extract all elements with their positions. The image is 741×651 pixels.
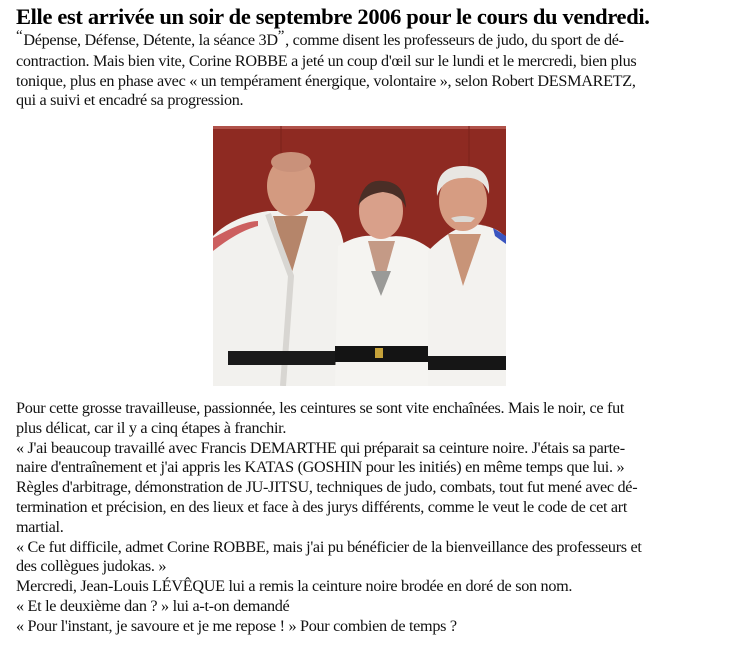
body-text xyxy=(16,399,732,637)
intro-line-2: contraction. Mais bien vite, Corine ROBBE a jeté un coup d'œil sur le lundi et le mercredi, bien plus xyxy=(16,51,637,70)
body-line: Pour cette grosse travailleuse, passionnée, les ceintures se sont vite enchaînées. Mais le noir, ce fut xyxy=(16,399,625,417)
quote-line: « Et le deuxième dan ? » lui a-t-on demandé xyxy=(16,596,290,615)
quote-line: « Ce fut difficile, admet Corine ROBBE, mais j'ai pu bénéficier de la bienveillance des professeurs et xyxy=(16,537,642,556)
quote-line: « J'ai beaucoup travaillé avec Francis DEMARTHE qui préparait sa ceinture noire. J'étais sa parte- xyxy=(16,438,625,457)
article-photo xyxy=(213,126,506,386)
body-line: termination et précision, en des lieux et face à des jurys différents, comme le veut le code de cet art xyxy=(16,497,628,516)
body-line: Mercredi, Jean-Louis LÉVÊQUE lui a remis la ceinture noire brodée en doré de son nom. xyxy=(16,577,573,596)
body-line: plus délicat, car il y a cinq étapes à franchir. xyxy=(16,418,287,437)
intro-paragraph xyxy=(16,28,732,111)
judokas-photo-illustration xyxy=(213,126,506,386)
quote-line: des collègues judokas. » xyxy=(16,557,167,576)
open-quote: “ xyxy=(16,28,23,44)
body-paragraph xyxy=(16,399,732,637)
intro-line-1-rest: , comme disent les professeurs de judo, du sport de dé- xyxy=(285,31,624,49)
body-line: Règles d'arbitrage, démonstration de JU-JITSU, techniques de judo, combats, tout fut mené avec dé- xyxy=(16,478,638,497)
close-quote: ” xyxy=(277,28,285,44)
intro-line-4: qui a suivi et encadré sa progression. xyxy=(16,91,244,110)
quoted-motto: Dépense, Défense, Détente, la séance 3D xyxy=(23,31,278,49)
intro-line-3: tonique, plus en phase avec « un tempérament énergique, volontaire », selon Robert DESMARETZ, xyxy=(16,71,636,90)
article-title: Elle est arrivée un soir de septembre 2006 pour le cours du vendredi. xyxy=(16,4,650,29)
quote-line: « Pour l'instant, je savoure et je me repose ! » Pour combien de temps ? xyxy=(16,616,457,635)
article xyxy=(16,0,732,111)
body-line: martial. xyxy=(16,517,64,536)
quote-line: naire d'entraînement et j'ai appris les KATAS (GOSHIN pour les initiés) en même temps que lui. » xyxy=(16,458,625,477)
intro-line-1 xyxy=(16,28,732,52)
